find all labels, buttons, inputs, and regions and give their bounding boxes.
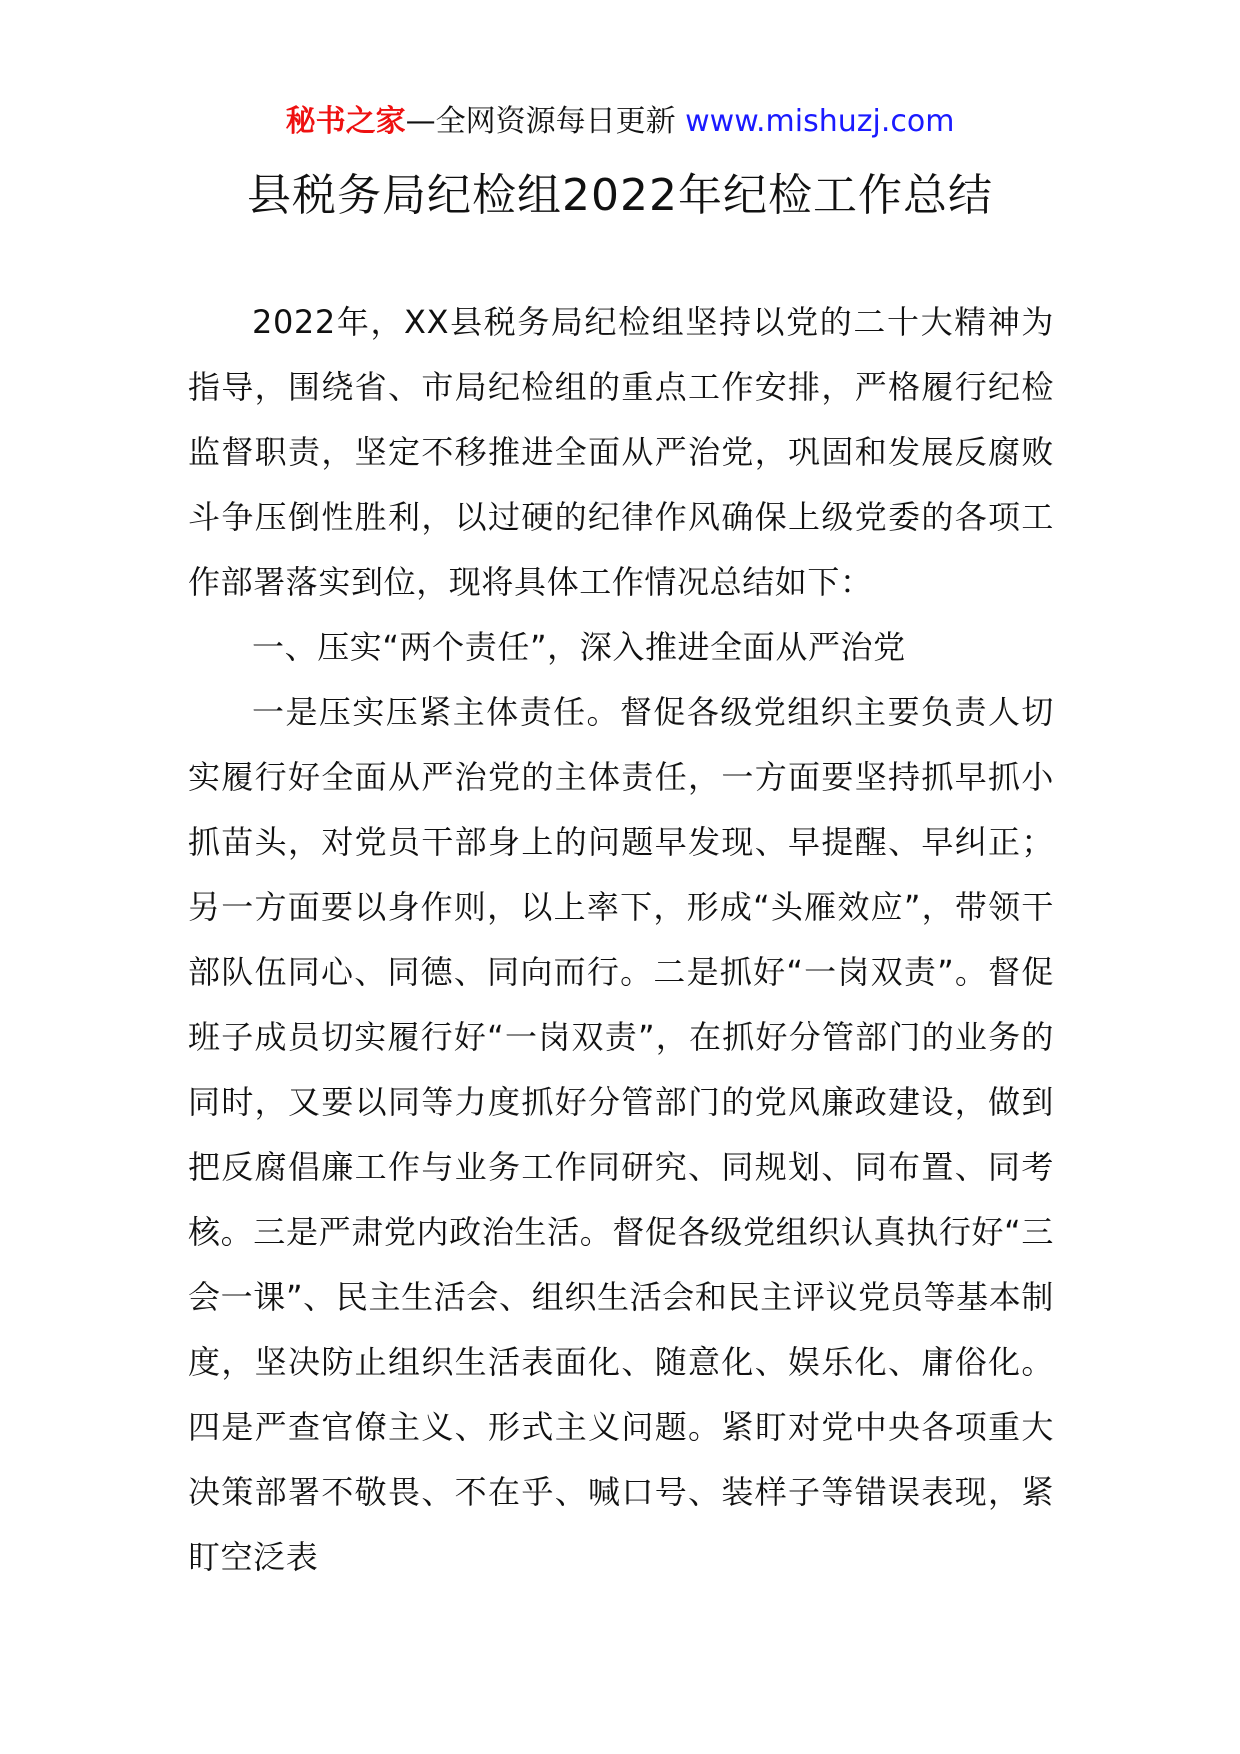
site-banner: [0, 102, 1240, 142]
banner-site-url: www.mishuzj.com: [685, 104, 955, 139]
document-body: [188, 290, 1054, 1590]
section-heading-1: 一、压实“两个责任”，深入推进全面从严治党: [252, 628, 906, 666]
banner-brand: 秘书之家: [285, 104, 406, 139]
intro-paragraph: 2022年，XX县税务局纪检组坚持以党的二十大精神为指导，围绕省、市局纪检组的重点工作安排，严格履行纪检监督职责，坚定不移推进全面从严治党，巩固和发展反腐败斗争压倒性胜利，以过硬的纪律作风确保上级党委的各项工作部署落实到位，现将具体工作情况总结如下：: [188, 303, 1054, 601]
section-1-paragraph: 一是压实压紧主体责任。督促各级党组织主要负责人切实履行好全面从严治党的主体责任，一方面要坚持抓早抓小抓苗头，对党员干部身上的问题早发现、早提醒、早纠正；另一方面要以身作则，以上率下，形成“头雁效应”，带领干部队伍同心、同德、同向而行。二是抓好“一岗双责”。督促班子成员切实履行好“一岗双责”，在抓好分管部门的业务的同时，又要以同等力度抓好分管部门的党风廉政建设，做到把反腐倡廉工作与业务工作同研究、同规划、同布置、同考核。三是严肃党内政治生活。督促各级党组织认真执行好“三会一课”、民主生活会、组织生活会和民主评议党员等基本制度，坚决防止组织生活表面化、随意化、娱乐化、庸俗化。四是严查官僚主义、形式主义问题。紧盯对党中央各项重大决策部署不敬畏、不在乎、喊口号、装样子等错误表现，紧盯空泛表: [188, 693, 1054, 1576]
document-title: 县税务局纪检组2022年纪检工作总结: [247, 170, 993, 221]
banner-tagline: —全网资源每日更新: [405, 104, 686, 139]
